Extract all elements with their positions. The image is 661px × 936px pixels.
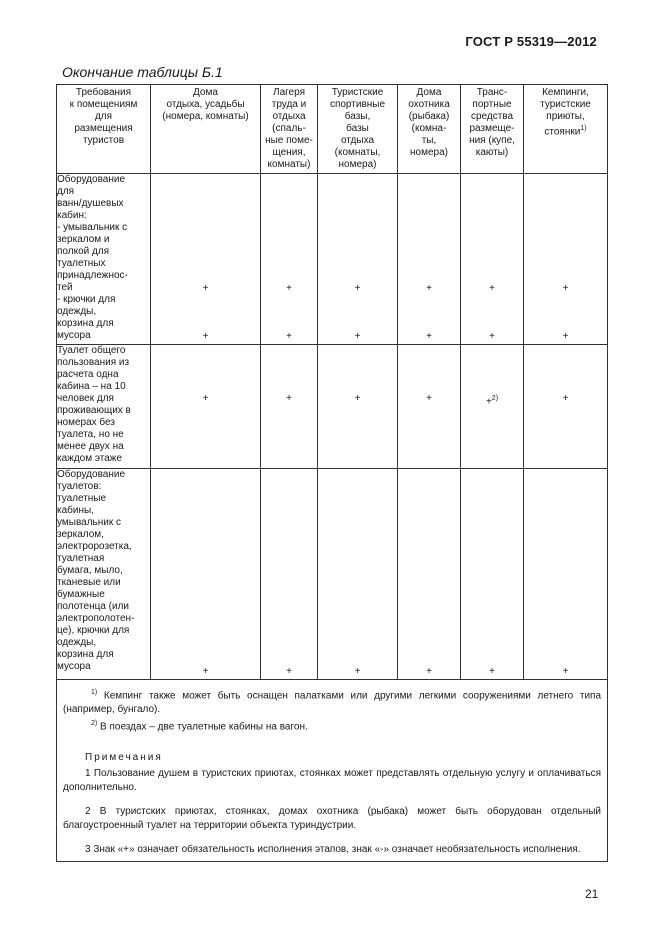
mark-cell: + [261,469,318,680]
mark-cell: + + [461,174,524,345]
col-header-transport: Транс- портные средства размеще- ния (купе, каюты) [461,85,524,174]
standard-header: ГОСТ Р 55319—2012 [465,34,597,49]
col-header-labour-camps: Лагеря труда и отдыха (спаль- ные поме- щения, комнаты) [261,85,318,174]
col-header-requirements: Требования к помещениям для размещения туристов [57,85,151,174]
mark-cell: +$^{2)}$ [461,345,524,469]
notes-title: Примечания [85,751,163,763]
mark-cell: + + [318,174,398,345]
page-number: 21 [585,887,599,901]
requirement-cell: Туалет общего пользования из расчета одна кабина – на 10 человек для проживающих в номерах без туалета, но не менее двух на каждом этаже [57,345,151,469]
footnote-1: $^{1)}$ Кемпинг также может быть оснащен палатками или другими легкими сооружениями летнего типа (например, бунгало). [63,689,602,716]
mark-cell: + [151,345,261,469]
mark-cell: + [524,469,608,680]
table-row [57,469,608,680]
note-item: 3 Знак «+» означает обязательность исполнения этапов, знак «-» означает необязательность исполнения. [85,843,581,855]
table-header-row [57,85,608,174]
requirement-cell: Оборудование для ванн/душевых кабин: - умывальник с зеркалом и полкой для туалетных принадлежнос- тей - крючки для одежды, корзина для мусора [57,174,151,345]
note-item: 1 Пользование душем в туристских приютах, стоянках может представлять отдельную услугу и оплачиваться дополнительно. [63,767,601,793]
requirements-table [56,84,608,862]
mark-cell: + + [261,174,318,345]
mark-cell: + [318,345,398,469]
mark-cell: + [261,345,318,469]
mark-cell: + [398,469,461,680]
notes-row [57,680,608,862]
notes-cell [57,680,608,862]
table-row [57,345,608,469]
mark-cell: + [524,345,608,469]
col-header-tourist-bases: Туристские спортивные базы, базы отдыха (комнаты, номера) [318,85,398,174]
mark-cell: + + [398,174,461,345]
mark-cell: + [461,469,524,680]
mark-cell: + [398,345,461,469]
col-header-rest-houses: Дома отдыха, усадьбы (номера, комнаты) [151,85,261,174]
mark-cell: + + [524,174,608,345]
table-caption: Окончание таблицы Б.1 [62,64,223,80]
footnote-2: $^{2)}$ В поездах – две туалетные кабины на вагон. [91,720,308,733]
table-row [57,174,608,345]
col-header-hunter-houses: Дома охотника (рыбака) (комна- ты, номера) [398,85,461,174]
mark-cell: + [318,469,398,680]
mark-cell: + [151,469,261,680]
mark-cell: + + [151,174,261,345]
col-header-campings: Кемпинги, туристские приюты, стоянки$^{1)}$ [524,85,608,174]
requirement-cell: Оборудование туалетов: туалетные кабины, умывальник с зеркалом, электророзетка, туалетная бумага, мыло, тканевые или бумажные полотенца (или электрополотен- це), крючки для одежды, корзина для мусора [57,469,151,680]
note-item: 2 В туристских приютах, стоянках, домах охотника (рыбака) может быть оборудован отдельный благоустроенный туалет на территории объекта туриндустрии. [63,805,601,831]
